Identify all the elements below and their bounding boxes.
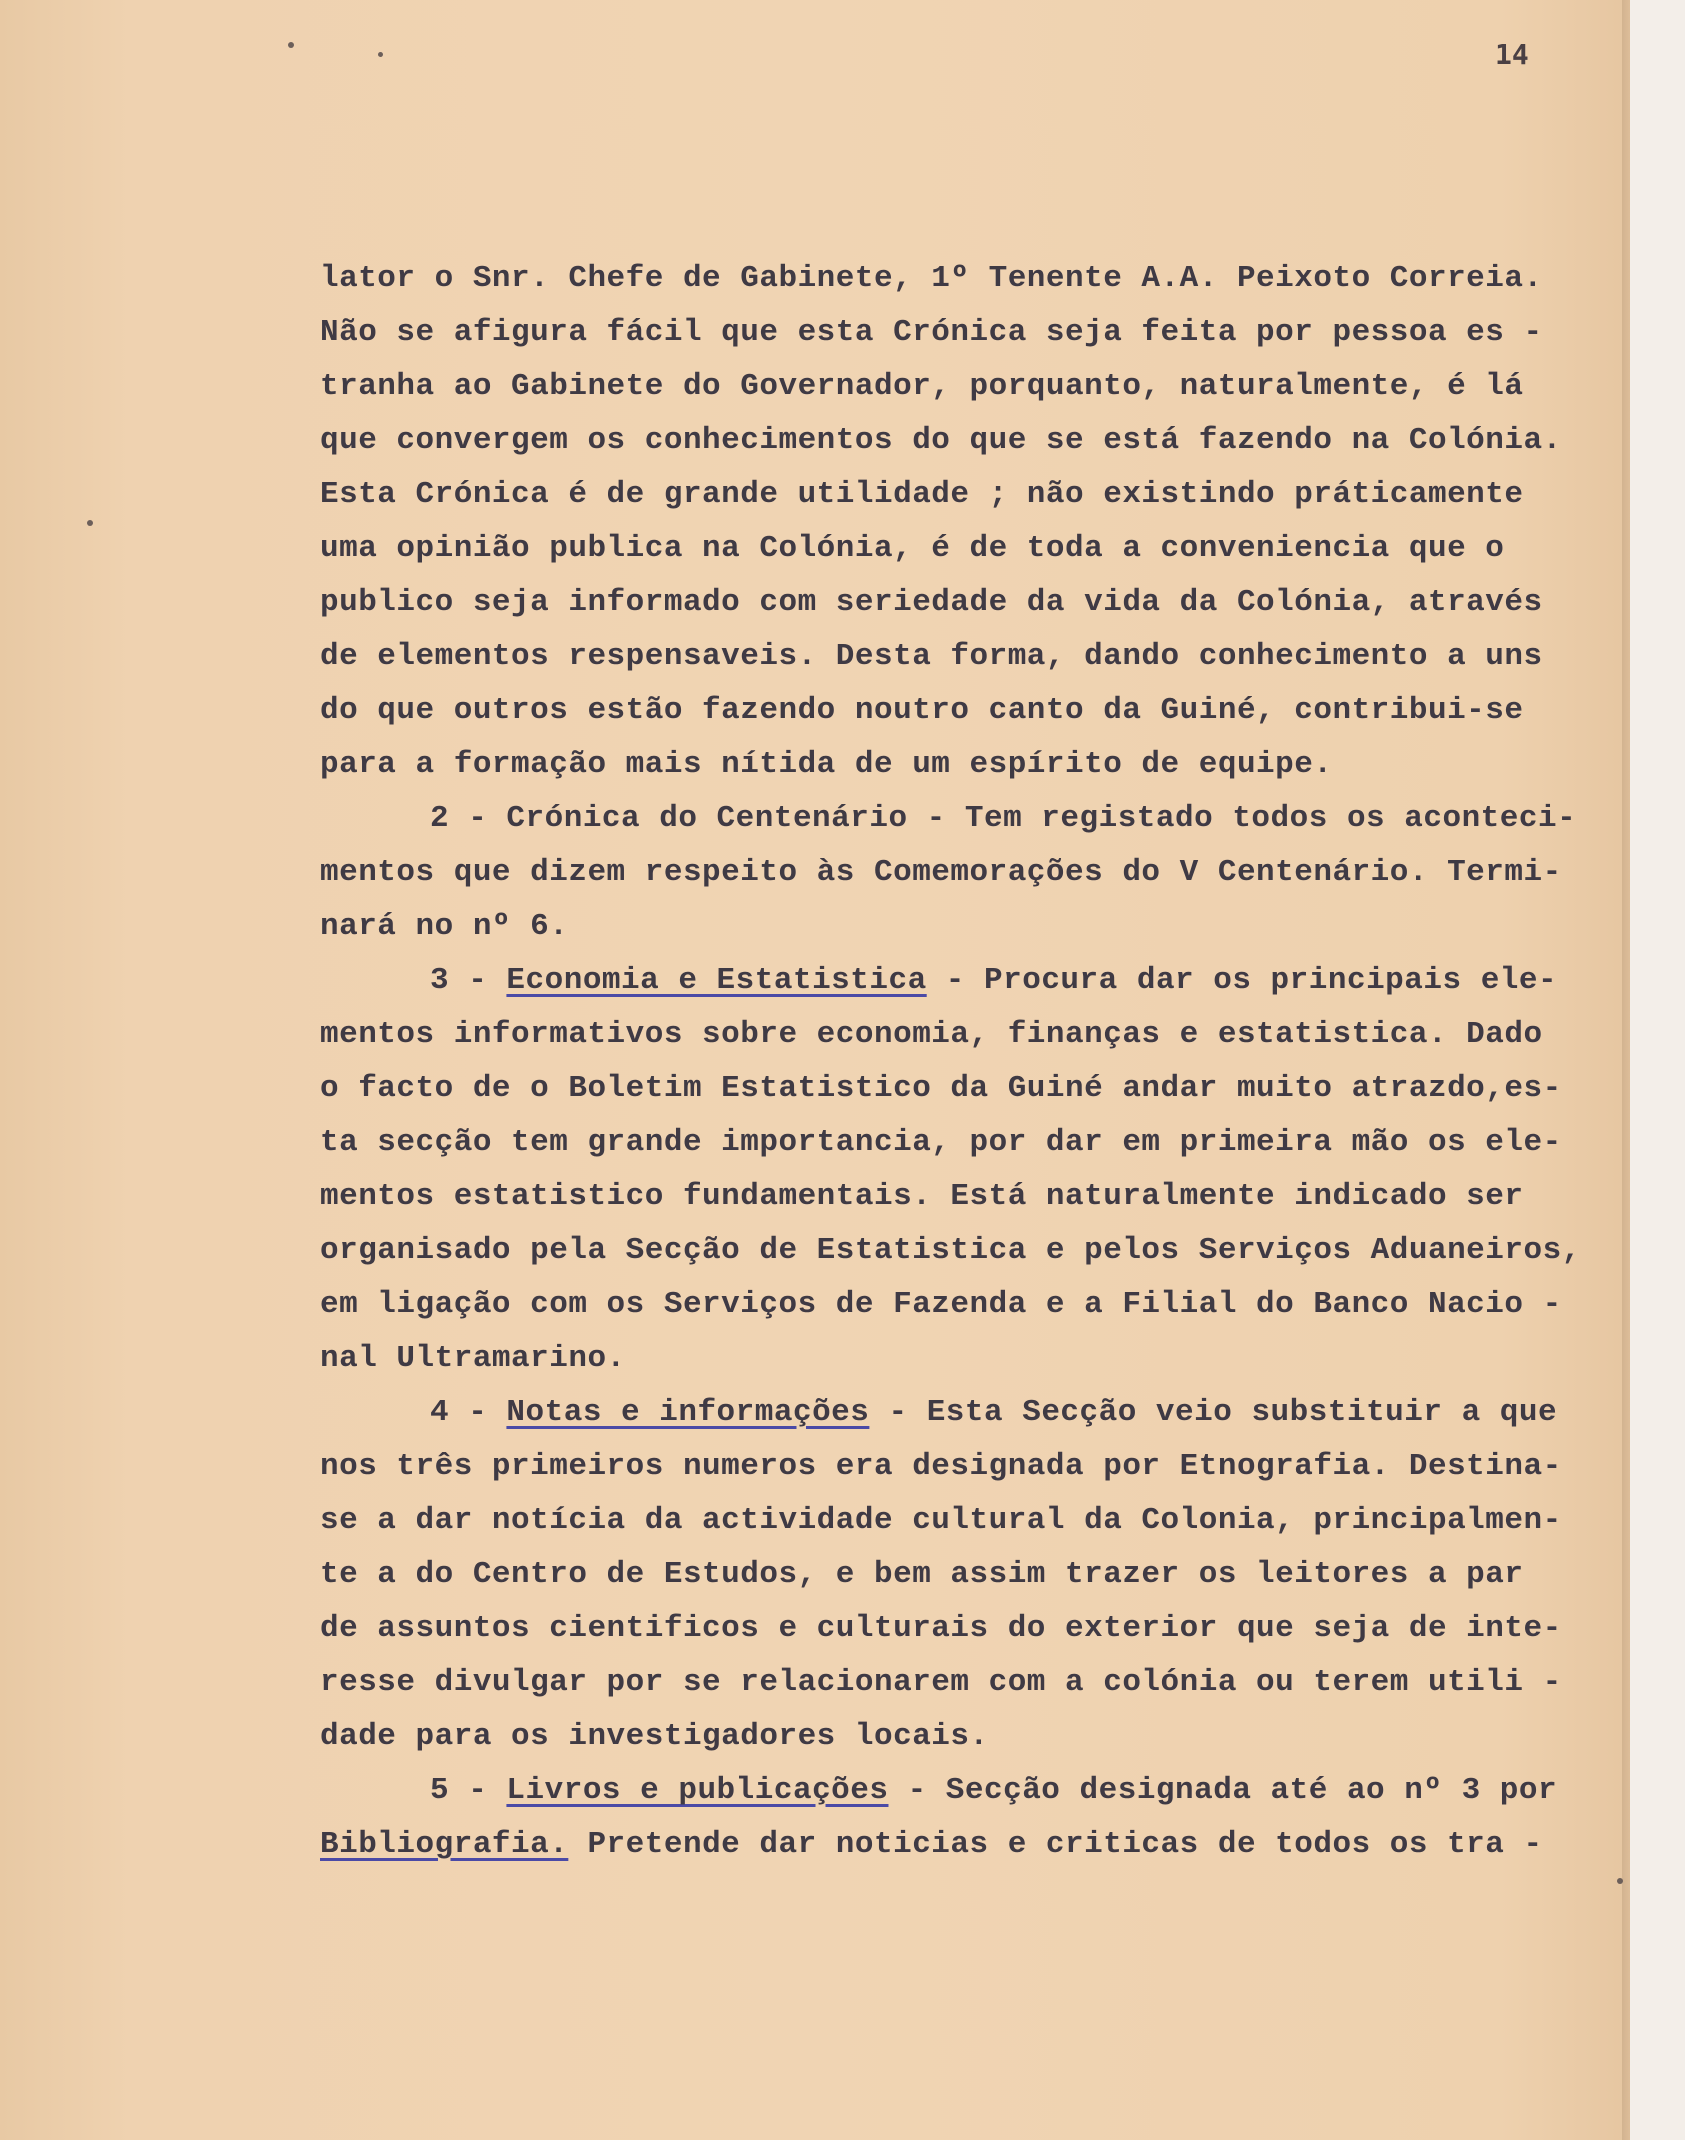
text-line <box>320 468 1650 522</box>
line-text: dade para os investigadores locais. <box>320 1719 989 1754</box>
line-text: mentos estatistico fundamentais. Está naturalmente indicado ser <box>320 1179 1524 1214</box>
text-line <box>320 1602 1650 1656</box>
line-text: - Esta Secção veio substituir a que <box>869 1395 1558 1430</box>
scan-background-strip <box>1630 0 1685 2140</box>
line-text: para a formação mais nítida de um espírito de equipe. <box>320 747 1333 782</box>
text-line <box>320 1764 1650 1818</box>
text-line <box>320 738 1650 792</box>
line-text: - Procura dar os principais ele- <box>926 963 1558 998</box>
line-text: uma opinião publica na Colónia, é de toda a conveniencia que o <box>320 531 1505 566</box>
line-text: Esta Crónica é de grande utilidade ; não existindo práticamente <box>320 477 1524 512</box>
line-text: resse divulgar por se relacionarem com a colónia ou terem utili - <box>320 1665 1562 1700</box>
line-text: se a dar notícia da actividade cultural da Colonia, principalmen- <box>320 1503 1562 1538</box>
text-line <box>320 360 1650 414</box>
text-line <box>320 630 1650 684</box>
line-text: mentos que dizem respeito às Comemorações do V Centenário. Termi- <box>320 855 1562 890</box>
paper-speck <box>1617 1878 1623 1884</box>
text-line <box>320 1224 1650 1278</box>
line-text: 4 - <box>430 1395 507 1430</box>
line-text: - Secção designada até ao nº 3 por <box>888 1773 1558 1808</box>
paper-speck <box>87 520 93 526</box>
text-line <box>320 1710 1650 1764</box>
line-text: nos três primeiros numeros era designada por Etnografia. Destina- <box>320 1449 1562 1484</box>
line-text: 3 - <box>430 963 507 998</box>
underlined-section-title: Notas e informações <box>506 1395 870 1430</box>
line-text: 2 - Crónica do Centenário - Tem registado todos os aconteci- <box>430 801 1577 836</box>
line-text: nará no nº 6. <box>320 909 569 944</box>
paper-speck <box>288 42 294 48</box>
text-line <box>320 576 1650 630</box>
line-text: o facto de o Boletim Estatistico da Guiné andar muito atrazdo,es- <box>320 1071 1562 1106</box>
line-text: de elementos respensaveis. Desta forma, dando conhecimento a uns <box>320 639 1543 674</box>
text-line <box>320 1494 1650 1548</box>
line-text: ta secção tem grande importancia, por dar em primeira mão os ele- <box>320 1125 1562 1160</box>
text-line <box>320 846 1650 900</box>
line-text: Pretende dar noticias e criticas de todos os tra - <box>568 1827 1543 1862</box>
line-text: Não se afigura fácil que esta Crónica seja feita por pessoa es - <box>320 315 1543 350</box>
line-text: organisado pela Secção de Estatistica e pelos Serviços Aduaneiros, <box>320 1233 1581 1268</box>
paper-speck <box>378 52 383 57</box>
line-text: do que outros estão fazendo noutro canto da Guiné, contribui-se <box>320 693 1524 728</box>
text-line <box>320 792 1650 846</box>
text-line <box>320 1548 1650 1602</box>
text-line <box>320 684 1650 738</box>
line-text: que convergem os conhecimentos do que se está fazendo na Colónia. <box>320 423 1562 458</box>
text-line <box>320 1332 1650 1386</box>
page-number: 14 <box>1495 38 1529 71</box>
line-text: publico seja informado com seriedade da vida da Colónia, através <box>320 585 1543 620</box>
line-text: 5 - <box>430 1773 507 1808</box>
text-line <box>320 1656 1650 1710</box>
line-text: em ligação com os Serviços de Fazenda e a Filial do Banco Nacio - <box>320 1287 1562 1322</box>
text-line <box>320 1008 1650 1062</box>
line-text: lator o Snr. Chefe de Gabinete, 1º Tenente A.A. Peixoto Correia. <box>320 261 1543 296</box>
line-text: nal Ultramarino. <box>320 1341 626 1376</box>
underlined-section-title: Bibliografia. <box>320 1827 569 1862</box>
line-text: te a do Centro de Estudos, e bem assim trazer os leitores a par <box>320 1557 1524 1592</box>
line-text: mentos informativos sobre economia, finanças e estatistica. Dado <box>320 1017 1543 1052</box>
line-text: tranha ao Gabinete do Governador, porquanto, naturalmente, é lá <box>320 369 1524 404</box>
underlined-section-title: Livros e publicações <box>506 1773 889 1808</box>
text-line <box>320 1170 1650 1224</box>
text-line <box>320 1818 1650 1872</box>
text-line <box>320 1062 1650 1116</box>
text-line <box>320 1440 1650 1494</box>
text-line <box>320 954 1650 1008</box>
text-line <box>320 306 1650 360</box>
text-line <box>320 1278 1650 1332</box>
line-text: de assuntos cientificos e culturais do exterior que seja de inte- <box>320 1611 1562 1646</box>
text-line <box>320 1386 1650 1440</box>
text-line <box>320 252 1650 306</box>
text-line <box>320 522 1650 576</box>
body-text <box>320 252 1650 1872</box>
text-line <box>320 1116 1650 1170</box>
text-line <box>320 900 1650 954</box>
text-line <box>320 414 1650 468</box>
underlined-section-title: Economia e Estatistica <box>506 963 927 998</box>
